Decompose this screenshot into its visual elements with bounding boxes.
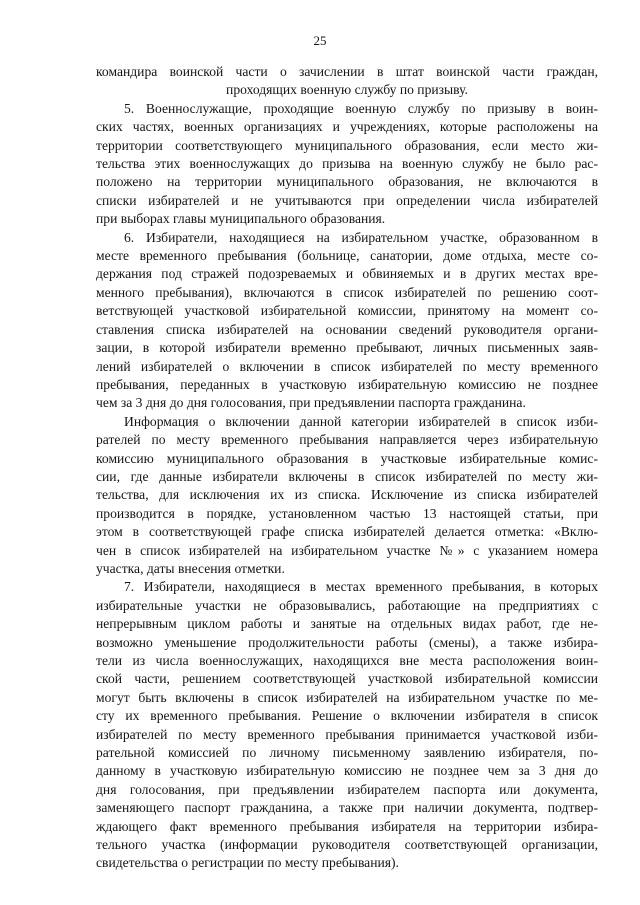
text-line: тели из числа военнослужащих, находящихся вне места расположения воин- (96, 653, 598, 668)
text-line: чен в список избирателей на избирательном участке №» с указанием номера (96, 542, 598, 558)
text-line: комиссию муниципального образования в участковые избирательные комис- (96, 450, 598, 466)
text-line: рательной комиссией по личному письменному заявлению избирателя, по- (96, 745, 598, 761)
text-line: дня голосования, при предъявлении избирателем паспорта или документа, (96, 781, 598, 797)
text-line: свидетельства о регистрации по месту пребывания). (96, 855, 399, 871)
text-line: избирателей по месту временного пребывания принимается участковой изби- (96, 726, 598, 742)
text-line: тельства этих военнослужащих до призыва на военную службу не было рас- (96, 156, 598, 172)
text-line: рателей по месту временного пребывания направляется через избирательную (96, 432, 598, 448)
text-line: данному в участковую избирательную комиссию не позднее чем за 3 дня до (96, 763, 598, 779)
text-line: ских частях, военных организациях и учреждениях, которые расположены на (96, 119, 598, 135)
text-line: держания под стражей подозреваемых и обвиняемых и в других местах вре- (96, 266, 598, 282)
text-line: участка, даты внесения отметки. (96, 560, 285, 576)
text-line: зации, в которой избиратели временно пребывают, личных письменных заяв- (96, 340, 598, 356)
text-line: территории соответствующего муниципального образования, если место жи- (96, 137, 598, 153)
text-line: 6. Избиратели, находящиеся на избирательном участке, образованном в (124, 229, 598, 245)
text-line: лений избирателей о включении в список избирателей по месту временного (96, 358, 598, 374)
text-line: Информация о включении данной категории избирателей в список изби- (124, 413, 598, 429)
text-line: списки избирателей и не учитываются при определении числа избирателей (96, 192, 598, 208)
text-line: возможно уменьшение продолжительности работы (смены), а также избира- (96, 634, 598, 650)
text-line: месте временного пребывания (больнице, санатории, доме отдыха, месте со- (96, 248, 598, 264)
text-line: чем за 3 дня до дня голосования, при предъявлении паспорта гражданина. (96, 395, 526, 411)
text-line: сту их временного пребывания. Решение о включении избирателя в список (96, 708, 598, 724)
text-line: тельства, для исключения их из списка. Исключение из списка избирателей (96, 487, 598, 503)
text-line: 5. Военнослужащие, проходящие военную службу по призыву в воин- (124, 100, 598, 116)
text-line: могут быть включены в список избирателей на избирательном участке по ме- (96, 689, 598, 705)
document-body (96, 63, 598, 873)
text-line: ветствующей участковой избирательной комиссии, принятому на момент со- (96, 303, 598, 319)
text-line: 7. Избиратели, находящиеся в местах временного пребывания, в которых (124, 579, 598, 595)
page-number: 25 (313, 33, 327, 48)
text-line: пребывания, переданных в участковую избирательную комиссию не позднее (96, 376, 598, 392)
text-line: ждающего факт временного пребывания избирателя на территории избира- (96, 818, 598, 834)
text-line: избирательные участки не образовывались, работающие на предприятиях с (96, 597, 598, 613)
text-line: ской части, решением соответствующей участковой избирательной комиссии (96, 671, 598, 687)
text-line: командира воинской части о зачислении в штат воинской части граждан, (96, 64, 598, 79)
text-line: сии, где данные избиратели включены в список избирателей по месту жи- (96, 468, 598, 484)
text-line: ставления списка избирателей на основании сведений руководителя органи- (96, 321, 598, 337)
text-line: этом в соответствующей графе списка избирателей делается отметка: «Вклю- (96, 524, 598, 540)
text-line: проходящих военную службу по призыву. (226, 82, 468, 98)
text-line: положено на территории муниципального образования, не включаются в (96, 174, 598, 190)
text-line: производится в порядке, установленном частью 13 настоящей статьи, при (96, 505, 598, 521)
text-line: непрерывным циклом работы и занятые на отдельных видах работ, где не- (96, 616, 598, 632)
text-line: заменяющего паспорт гражданина, а также при наличии документа, подтвер- (96, 800, 598, 816)
text-line: при выборах главы муниципального образования. (96, 211, 386, 227)
text-line: менного пребывания), включаются в список избирателей по решению соот- (96, 284, 598, 300)
text-line: тельного участка (информации руководителя соответствующей организации, (96, 837, 598, 853)
